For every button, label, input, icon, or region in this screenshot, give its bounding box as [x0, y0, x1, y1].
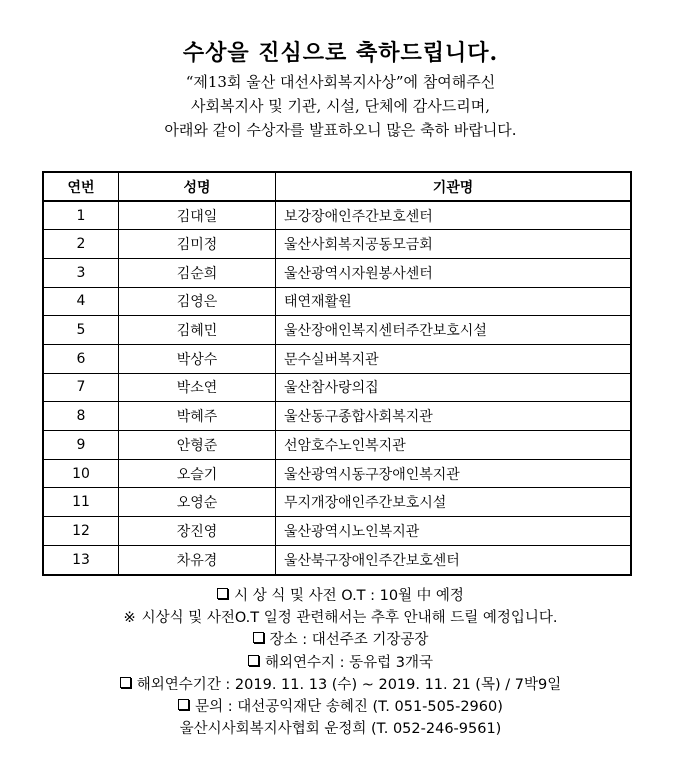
row-name: 오슬기 — [119, 459, 276, 488]
table-row — [44, 545, 630, 574]
note-text: 해외연수지 : 동유럽 3개국 — [264, 654, 433, 671]
checkbox-square-icon — [120, 677, 131, 688]
row-org: 울산장애인복지센터주간보호시설 — [276, 316, 631, 345]
header-org: 기관명 — [276, 173, 631, 201]
table-row — [44, 373, 630, 402]
note-period — [0, 674, 681, 696]
header-name: 성명 — [119, 173, 276, 201]
row-no: 8 — [44, 402, 119, 431]
table-row — [44, 517, 630, 546]
row-no: 11 — [44, 488, 119, 517]
table-row — [44, 459, 630, 488]
note-text: 울산시사회복지사협회 운정희 (T. 052-246-9561) — [179, 721, 502, 738]
row-name: 장진영 — [119, 517, 276, 546]
row-org: 선암호수노인복지관 — [276, 431, 631, 460]
row-no: 4 — [44, 287, 119, 316]
row-name: 김순희 — [119, 258, 276, 287]
note-ceremony — [0, 585, 681, 607]
note-text: 해외연수기간 : 2019. 11. 13 (수) ~ 2019. 11. 21 (목) / 7박9일 — [136, 676, 562, 693]
table-row — [44, 402, 630, 431]
row-no: 3 — [44, 258, 119, 287]
row-org: 울산동구종합사회복지관 — [276, 402, 631, 431]
row-name: 박혜주 — [119, 402, 276, 431]
row-org: 울산북구장애인주간보호센터 — [276, 545, 631, 574]
table-row — [44, 258, 630, 287]
table-row — [44, 230, 630, 259]
row-no: 1 — [44, 201, 119, 230]
row-no: 7 — [44, 373, 119, 402]
row-name: 박소연 — [119, 373, 276, 402]
row-name: 차유경 — [119, 545, 276, 574]
note-contact — [0, 696, 681, 718]
intro-line: 사회복지사 및 기관, 시설, 단체에 감사드리며, — [191, 97, 490, 115]
table-row — [44, 201, 630, 230]
note-text: 장소 : 대선주조 기장공장 — [269, 632, 429, 649]
checkbox-square-icon — [253, 632, 264, 643]
notes — [0, 585, 681, 740]
header-no: 연번 — [44, 173, 119, 201]
table-row — [44, 344, 630, 373]
table-row — [44, 431, 630, 460]
row-name: 박상수 — [119, 344, 276, 373]
intro-line: “제13회 울산 대선사회복지사상”에 참여해주신 — [185, 73, 496, 91]
note-text: 시상식 및 사전O.T 일정 관련해서는 추후 안내해 드릴 예정입니다. — [141, 610, 558, 627]
row-name: 김대일 — [119, 201, 276, 230]
note-venue — [0, 629, 681, 651]
table-body — [44, 201, 630, 574]
row-org: 울산광역시동구장애인복지관 — [276, 459, 631, 488]
row-name: 김미정 — [119, 230, 276, 259]
awardee-table — [42, 171, 632, 576]
intro-line: 아래와 같이 수상자를 발표하오니 많은 축하 바랍니다. — [164, 121, 517, 139]
checkbox-square-icon — [248, 655, 259, 666]
row-no: 10 — [44, 459, 119, 488]
table-row — [44, 287, 630, 316]
row-org: 울산참사랑의집 — [276, 373, 631, 402]
row-name: 김혜민 — [119, 316, 276, 345]
row-name: 김영은 — [119, 287, 276, 316]
note-text: 시 상 식 및 사전 O.T : 10월 中 예정 — [234, 588, 464, 604]
row-no: 6 — [44, 344, 119, 373]
table-row — [44, 316, 630, 345]
row-no: 12 — [44, 517, 119, 546]
reference-mark-icon: ※ — [123, 610, 136, 627]
row-no: 9 — [44, 431, 119, 460]
note-notice — [0, 607, 681, 629]
row-name: 오영순 — [119, 488, 276, 517]
row-org: 울산광역시노인복지관 — [276, 517, 631, 546]
table-row — [44, 488, 630, 517]
note-destination — [0, 652, 681, 674]
checkbox-square-icon — [178, 699, 189, 710]
page-title: 수상을 진심으로 축하드립니다. — [182, 40, 499, 66]
row-org: 무지개장애인주간보호시설 — [276, 488, 631, 517]
row-no: 2 — [44, 230, 119, 259]
row-no: 5 — [44, 316, 119, 345]
row-org: 보강장애인주간보호센터 — [276, 201, 631, 230]
note-contact-2 — [0, 718, 681, 740]
row-org: 울산광역시자원봉사센터 — [276, 258, 631, 287]
row-no: 13 — [44, 545, 119, 574]
row-org: 문수실버복지관 — [276, 344, 631, 373]
note-text: 문의 : 대선공익재단 송혜진 (T. 051-505-2960) — [195, 699, 503, 716]
row-org: 울산사회복지공동모금회 — [276, 230, 631, 259]
intro-text — [0, 70, 681, 142]
checkbox-square-icon — [217, 588, 228, 599]
row-org: 태연재활원 — [276, 287, 631, 316]
table-header-row — [44, 173, 630, 201]
row-name: 안형준 — [119, 431, 276, 460]
